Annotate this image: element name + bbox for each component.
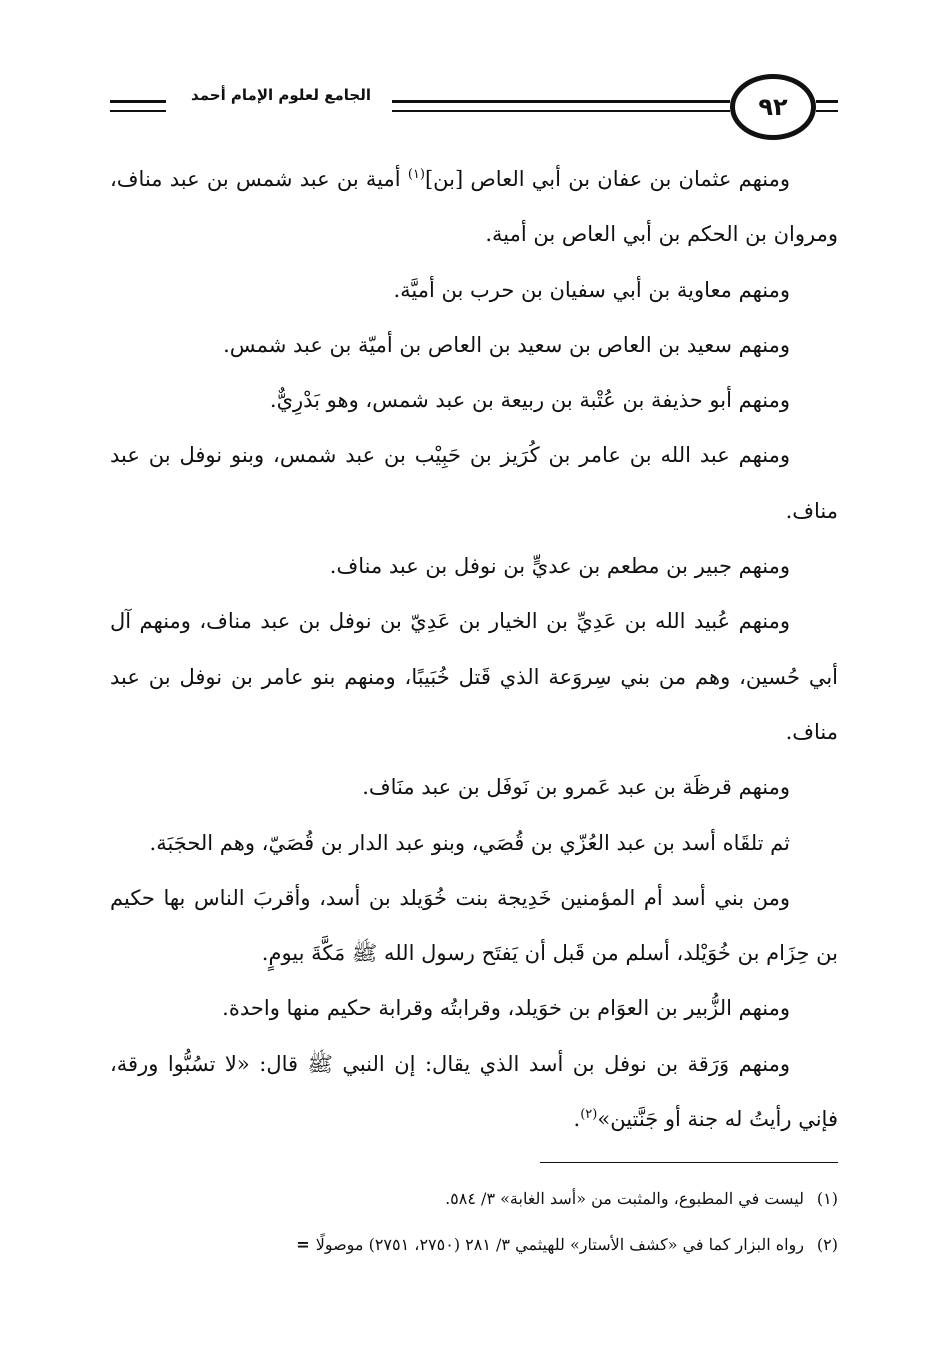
paragraph-text: أمية بن عبد شمس بن عبد مناف، ومروان بن الحكم بن أبي العاص بن أمية. [110, 167, 838, 247]
footnote-ref-1: (١) [407, 167, 425, 182]
header-rule-middle [392, 100, 730, 112]
footnote-number: (٢) [816, 1235, 838, 1254]
paragraph-ubaydullah: ومنهم عُبيد الله بن عَدِيِّ بن الخيار بن عَدِيّ بن نوفل بن عبد مناف، ومنهم آل أبي حُسين، وهم من بني سِروَعة الذي قَتل خُبَيبًا، ومنهم بنو عامر بن نوفل بن عبد مناف. [110, 609, 838, 744]
footnote-text: ليست في المطبوع، والمثبت من «أسد الغابة» ٣/ ٥٨٤. [445, 1189, 804, 1208]
footnote-text: رواه البزار كما في «كشف الأستار» للهيثمي ٣/ ٢٨١ (٢٧٥٠، ٢٧٥١) موصولًا [315, 1235, 804, 1254]
footnote-number: (١) [816, 1189, 838, 1208]
paragraph-waraqa [110, 1037, 838, 1148]
header-rule-left [110, 100, 166, 112]
running-title: الجامع لعلوم الإمام أحمد [191, 86, 371, 104]
paragraph-uthman [110, 152, 838, 263]
paragraph-abdullah-ibn-amir: ومنهم عبد الله بن عامر بن كُرَيز بن حَبِيْب بن عبد شمس، وبنو نوفل بن عبد مناف. [110, 443, 838, 523]
footnote-ref-2: (٢) [580, 1107, 598, 1123]
paragraph-abu-hudhayfa: ومنهم أبو حذيفة بن عُتْبة بن ربيعة بن عبد شمس، وهو بَدْرِيٌّ. [269, 388, 790, 413]
paragraph-khadija: ومن بني أسد أم المؤمنين خَدِيجة بنت خُوَيلد بن أسد، وأقربَ الناس بها حكيم بن حِزَام بن خُوَيْلد، أسلم من قَبل أن يَفتَح رسول الله ﷺ مَكَّةَ بيومٍ. [110, 885, 838, 966]
paragraph-muawiya: ومنهم معاوية بن أبي سفيان بن حرب بن أميَّة. [393, 277, 790, 302]
paragraph-text: . [573, 1107, 581, 1132]
paragraph-text: ومنهم عثمان بن عفان بن أبي العاص [بن] [424, 167, 790, 191]
header-rule-right [816, 100, 838, 112]
footnote-1 [88, 1176, 838, 1222]
paragraph-zubayr: ومنهم الزُّبير بن العوَام بن خوَيلد، وقرابتُه وقرابة حكيم منها واحدة. [222, 996, 790, 1021]
continuation-mark: = [296, 1235, 310, 1254]
paragraph-asad: ثم تلقَاه أسد بن عبد العُزّي بن قُصَي، وبنو عبد الدار بن قُصَيّ، وهم الحجَبَة. [149, 830, 790, 855]
paragraph-text: ومنهم وَرَقة بن نوفل بن أسد الذي يقال: إن النبي ﷺ قال: «لا تسُبُّوا ورقة، فإني رأيتُ له جنة أو جَنَّتين» [110, 1051, 838, 1132]
paragraph-jubayr: ومنهم جبير بن مطعم بن عديٍّ بن نوفل بن عبد مناف. [329, 554, 790, 579]
paragraph-qaraza: ومنهم قرظَة بن عبد عَمرو بن نَوفَل بن عبد منَاف. [362, 775, 790, 800]
paragraph-said: ومنهم سعيد بن العاص بن سعيد بن العاص بن أميّة بن عبد شمس. [223, 332, 790, 357]
footnotes [88, 1176, 838, 1268]
main-text [110, 152, 838, 1147]
page-header [110, 62, 838, 146]
page-number: ٩٢ [730, 74, 816, 140]
footnote-separator [540, 1162, 838, 1163]
footnote-2 [88, 1222, 838, 1268]
